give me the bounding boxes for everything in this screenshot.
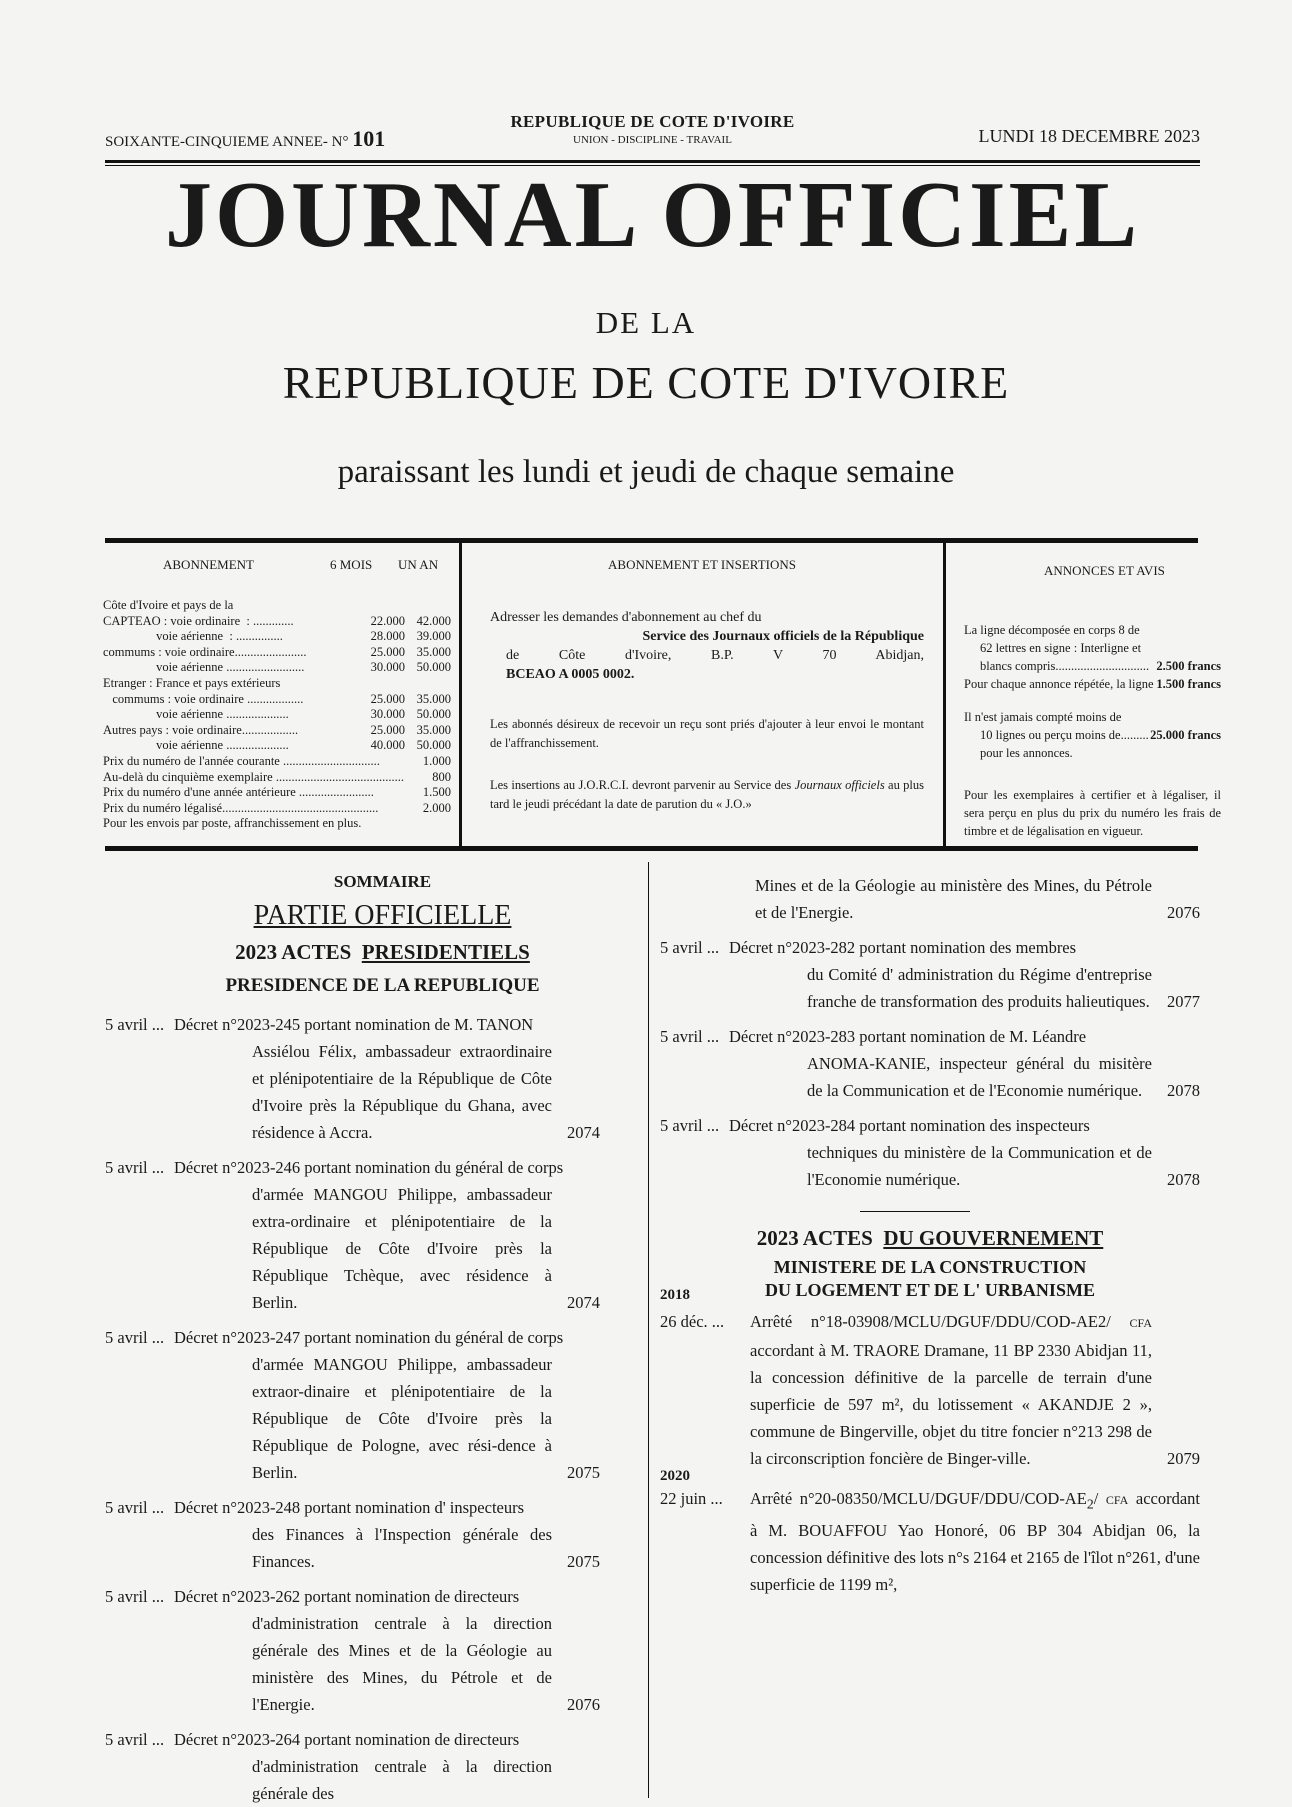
sommaire-right-column xyxy=(660,872,1200,1598)
one-year-header: UN AN xyxy=(398,557,439,572)
annonces-price: 1.500 francs xyxy=(1156,677,1221,691)
annonces-text: La ligne décomposée en corps 8 de xyxy=(964,623,1140,637)
rate-label: voie aérienne : ............... xyxy=(103,629,283,644)
insertions-deadline-note xyxy=(490,776,924,814)
entry-date: 5 avril ... xyxy=(105,1015,165,1034)
rates-table xyxy=(103,598,453,832)
actes-presidentiels-heading xyxy=(165,940,600,965)
entry-page: 2079 xyxy=(1167,1449,1200,1468)
rate-six-months: 25.000 xyxy=(370,691,405,706)
entry-date: 5 avril ... xyxy=(660,1116,720,1135)
sommaire-entry xyxy=(105,1011,600,1146)
entry-date: 5 avril ... xyxy=(660,938,720,957)
sommaire-entry xyxy=(105,1154,600,1316)
insertions-column xyxy=(459,543,942,846)
rate-row xyxy=(103,801,453,817)
entry-text-block xyxy=(174,1154,564,1316)
entry-first-line: Décret n°2023-245 portant nomination de M. TANON xyxy=(174,1015,534,1034)
entry-page: 2075 xyxy=(567,1552,600,1571)
entry-text-block xyxy=(174,1726,552,1807)
entry-page: 2075 xyxy=(567,1463,600,1482)
rate-row xyxy=(103,676,453,692)
rate-label: Au-delà du cinquième exemplaire ......................................... xyxy=(103,769,404,784)
entry-text: d'armée MANGOU Philippe, ambassadeur extra-ordinaire et plénipotentiaire de la République de Côte d'Ivoire près la République Tchèque, avec résidence à Berlin. xyxy=(252,1185,552,1312)
entry-text-block xyxy=(174,1011,552,1146)
entry-text: des Finances à l'Inspection générale des Finances. xyxy=(252,1525,552,1571)
rate-label: Pour les envois par poste, affranchissement en plus. xyxy=(103,816,362,831)
rate-row xyxy=(103,738,453,754)
sommaire-entry xyxy=(105,1726,600,1807)
actes-year: 2023 ACTES xyxy=(235,940,352,964)
entry-date: 5 avril ... xyxy=(105,1328,165,1347)
rate-row xyxy=(103,723,453,739)
annonces-line-price xyxy=(964,621,1221,693)
right-entries-list xyxy=(660,934,1200,1193)
annonces-price: 25.000 francs xyxy=(1150,728,1221,742)
rate-one-year: 35.000 xyxy=(416,722,451,737)
entry-text: / xyxy=(1093,1489,1099,1508)
masthead-republic: REPUBLIQUE DE COTE D'IVOIRE xyxy=(282,357,1010,408)
annonces-text: blancs compris.............................. xyxy=(980,659,1150,673)
rate-one-year: 1.000 xyxy=(422,753,451,768)
national-motto: UNION - DISCIPLINE - TRAVAIL xyxy=(573,134,732,146)
rate-label: Prix du numéro légalisé.................................................. xyxy=(103,800,379,815)
deadline-text: Les insertions au J.O.R.C.I. devront parvenir au Service des xyxy=(490,778,792,792)
rate-row xyxy=(103,660,453,676)
ministere-heading-2: DU LOGEMENT ET DE L' URBANISME xyxy=(765,1280,1095,1300)
annonces-text: Pour chaque annonce répétée, la ligne xyxy=(964,677,1154,691)
entry-text: d'administration centrale à la direction générale des xyxy=(252,1757,552,1803)
six-months-header: 6 MOIS xyxy=(330,557,373,572)
rate-label: voie aérienne ......................... xyxy=(103,660,305,675)
entry-text-block xyxy=(729,934,1152,1015)
entry-page: 2074 xyxy=(567,1123,600,1142)
left-entries-list xyxy=(105,1011,600,1807)
year-2020: 2020 xyxy=(660,1468,690,1484)
deadline-text: au plus tard le jeudi précédant la date de parution du « J.O.» xyxy=(490,778,925,811)
rate-six-months: 28.000 xyxy=(370,629,405,644)
entry-first-line: Décret n°2023-248 portant nomination d' inspecteurs xyxy=(174,1498,525,1517)
entry-page: 2076 xyxy=(1167,903,1200,922)
rate-one-year: 42.000 xyxy=(416,613,451,628)
rate-label: commums : voie ordinaire .................. xyxy=(103,691,304,706)
abonnement-header: ABONNEMENT xyxy=(163,557,254,572)
entry-text: Mines et de la Géologie au ministère des Mines, du Pétrole et de l'Energie. xyxy=(755,876,1152,922)
entry-text-block xyxy=(174,1583,552,1718)
rate-one-year: 39.000 xyxy=(416,629,451,644)
actes-type: DU GOUVERNEMENT xyxy=(883,1226,1104,1250)
sommaire-entry xyxy=(660,1023,1200,1104)
rate-one-year: 50.000 xyxy=(416,660,451,675)
rate-six-months: 40.000 xyxy=(370,738,405,753)
rate-one-year: 50.000 xyxy=(416,738,451,753)
abonnement-column xyxy=(105,543,457,846)
rate-label: Etranger : France et pays extérieurs xyxy=(103,675,281,690)
rate-row xyxy=(103,645,453,661)
insertions-receipt-note: Les abonnés désireux de recevoir un reçu sont priés d'ajouter à leur envoi le montant de l'affranchissement. xyxy=(490,717,924,750)
entry-text: Assiélou Félix, ambassadeur extraordinaire et plénipotentiaire de la République de Côte d'Ivoire près la République du Ghana, avec résidence à Accra. xyxy=(252,1042,552,1142)
insertions-header: ABONNEMENT ET INSERTIONS xyxy=(608,557,796,572)
rate-label: Prix du numéro d'une année antérieure ........................ xyxy=(103,785,374,800)
entry-page: 2077 xyxy=(1167,992,1200,1011)
annonces-text: 62 lettres en signe : Interligne et xyxy=(980,641,1142,655)
entry-date: 5 avril ... xyxy=(105,1587,165,1606)
rate-label: Côte d'Ivoire et pays de la xyxy=(103,598,234,612)
rate-label: voie aérienne .................... xyxy=(103,707,289,722)
entry-text: d'armée MANGOU Philippe, ambassadeur extraor-dinaire et plénipotentiaire de la République de Côte d'Ivoire près la République de Pologne, avec rési-dence à Berlin. xyxy=(252,1355,552,1482)
rate-row xyxy=(103,816,453,832)
rate-row xyxy=(103,785,453,801)
entry-first-line: Décret n°2023-246 portant nomination du général de corps xyxy=(174,1158,564,1177)
entry-subscript: 2 xyxy=(1086,1496,1094,1512)
entry-date: 26 déc. ... xyxy=(660,1312,725,1331)
annonces-text: pour les annonces. xyxy=(980,746,1073,760)
rate-row xyxy=(103,598,453,614)
entry-text-block xyxy=(750,1485,1200,1598)
rate-row xyxy=(103,707,453,723)
entry-first-line: Décret n°2023-247 portant nomination du général de corps xyxy=(174,1328,564,1347)
issue-date: LUNDI 18 DECEMBRE 2023 xyxy=(978,126,1200,146)
rate-one-year: 35.000 xyxy=(416,644,451,659)
rate-row xyxy=(103,614,453,630)
entry-first-line: Décret n°2023-284 portant nomination des inspecteurs xyxy=(729,1116,1090,1135)
insertions-address-line: Adresser les demandes d'abonnement au chef du xyxy=(490,610,762,625)
deadline-journaux: Journaux officiels xyxy=(794,778,885,792)
entry-text: techniques du ministère de la Communication et de l'Economie numérique. xyxy=(807,1143,1152,1189)
entry-date: 5 avril ... xyxy=(105,1158,165,1177)
entry-text-block xyxy=(174,1494,552,1575)
insertions-service-name: Service des Journaux officiels de la République xyxy=(642,629,924,644)
arrete-2018-entry xyxy=(660,1308,1200,1472)
entry-page: 2078 xyxy=(1167,1081,1200,1100)
entry-date: 5 avril ... xyxy=(105,1730,165,1749)
sommaire-entry xyxy=(105,1583,600,1718)
annonces-column xyxy=(943,543,1221,846)
sommaire-title: SOMMAIRE xyxy=(333,872,432,891)
rate-six-months: 25.000 xyxy=(370,644,405,659)
rate-one-year: 2.000 xyxy=(422,800,451,815)
actes-year: 2023 ACTES xyxy=(756,1226,873,1250)
ministere-heading-1: MINISTERE DE LA CONSTRUCTION xyxy=(773,1257,1087,1277)
rate-label: Autres pays : voie ordinaire.................. xyxy=(103,722,299,737)
entry-date: 22 juin ... xyxy=(660,1489,723,1508)
rate-label: commums : voie ordinaire....................... xyxy=(103,644,307,659)
entry-cfa: CFA xyxy=(1129,1316,1152,1330)
rate-label: voie aérienne .................... xyxy=(103,738,289,753)
entry-text: accordant à M. BOUAFFOU Yao Honoré, 06 BP 304 Abidjan 06, la concession définitive des lots n°s 2164 et 2165 de l'îlot n°261, d'une superficie de 1199 m², xyxy=(750,1489,1201,1595)
presidence-heading: PRESIDENCE DE LA REPUBLIQUE xyxy=(225,975,540,996)
entry-first-line: Décret n°2023-262 portant nomination de directeurs xyxy=(174,1587,520,1606)
rate-label: Prix du numéro de l'année courante ............................... xyxy=(103,753,380,768)
insertions-address xyxy=(490,608,924,684)
entry-first-line: Décret n°2023-282 portant nomination des membres xyxy=(729,938,1077,957)
entry-date: 5 avril ... xyxy=(660,1027,720,1046)
rate-one-year: 800 xyxy=(432,769,451,784)
entry-first-line: Décret n°2023-264 portant nomination de directeurs xyxy=(174,1730,520,1749)
rate-six-months: 30.000 xyxy=(370,707,405,722)
annonces-header: ANNONCES ET AVIS xyxy=(1044,563,1165,578)
entry-text: du Comité d' administration du Régime d'entreprise franche de transformation des produits halieutiques. xyxy=(807,965,1152,1011)
header-top-line xyxy=(105,112,1200,152)
entry-text-block xyxy=(729,1023,1152,1104)
entry-page: 2076 xyxy=(567,1695,600,1714)
entry-page: 2078 xyxy=(1167,1170,1200,1189)
rate-row xyxy=(103,770,453,786)
insertions-bank-ref: BCEAO A 0005 0002. xyxy=(506,667,635,682)
entry-text: accordant à M. TRAORE Dramane, 11 BP 2330 Abidjan 11, la concession définitive de la parcelle de terrain d'une superficie de 597 m², du lotissement « AKANDJE 2 », commune de Bingerville, objet du titre foncier n°213 298 de la circonscription foncière de Binger-ville. xyxy=(750,1341,1152,1468)
insertions-address-line: de Côte d'Ivoire, B.P. V 70 Abidjan, xyxy=(506,648,924,663)
entry-text: Arrêté n°18-03908/MCLU/DGUF/DDU/COD-AE2/ xyxy=(750,1312,1111,1331)
rate-label: CAPTEAO : voie ordinaire : ............. xyxy=(103,613,294,628)
column-divider xyxy=(648,862,649,1798)
rate-one-year: 50.000 xyxy=(416,707,451,722)
sommaire-entry xyxy=(105,1324,600,1486)
sommaire-entry xyxy=(105,1494,600,1575)
sommaire-entry xyxy=(660,934,1200,1015)
entry-text: Arrêté n°20-08350/MCLU/DGUF/DDU/COD-AE xyxy=(750,1489,1087,1508)
rate-row xyxy=(103,629,453,645)
entry-text: ANOMA-KANIE, inspecteur général du misitère de la Communication et de l'Economie numérique. xyxy=(807,1054,1152,1100)
masthead-de-la: DE LA xyxy=(595,305,697,340)
rate-one-year: 35.000 xyxy=(416,691,451,706)
rate-one-year: 1.500 xyxy=(422,785,451,800)
annonces-text: Il n'est jamais compté moins de xyxy=(964,710,1122,724)
entry-cfa: CFA xyxy=(1105,1493,1129,1507)
rate-six-months: 30.000 xyxy=(370,660,405,675)
issue-number: SOIXANTE-CINQUIEME ANNEE- N° 101 xyxy=(105,126,386,151)
entry-page: 2074 xyxy=(567,1293,600,1312)
entry-text-block xyxy=(729,1112,1152,1193)
masthead-title: JOURNAL OFFICIEL xyxy=(164,163,1141,267)
entry-first-line: Décret n°2023-283 portant nomination de M. Léandre xyxy=(729,1027,1087,1046)
actes-gouvernement-heading xyxy=(660,1226,1200,1251)
rate-row xyxy=(103,692,453,708)
actes-type: PRESIDENTIELS xyxy=(361,940,530,964)
entry-date: 5 avril ... xyxy=(105,1498,165,1517)
annonces-minimum xyxy=(964,708,1221,762)
subscription-box xyxy=(103,538,1221,851)
rate-six-months: 22.000 xyxy=(370,613,405,628)
sommaire-left-column xyxy=(105,872,600,1807)
annonces-text: 10 lignes ou perçu moins de......... xyxy=(980,728,1149,742)
section-separator xyxy=(860,1211,970,1212)
sommaire-entry xyxy=(660,1112,1200,1193)
year-2018: 2018 xyxy=(660,1287,690,1303)
entry-text-block xyxy=(750,1308,1152,1472)
partie-officielle: PARTIE OFFICIELLE xyxy=(253,900,512,931)
publication-frequency: paraissant les lundi et jeudi de chaque semaine xyxy=(337,454,955,490)
republic-top-title: REPUBLIQUE DE COTE D'IVOIRE xyxy=(510,112,795,131)
annonces-price: 2.500 francs xyxy=(1156,659,1221,673)
rate-six-months: 25.000 xyxy=(370,722,405,737)
arrete-2020-entry xyxy=(660,1485,1200,1598)
continued-entry xyxy=(660,872,1200,926)
entry-text: d'administration centrale à la direction générale des Mines et de la Géologie au ministère des Mines, du Pétrole et de l'Energie. xyxy=(252,1614,552,1714)
entry-text-block xyxy=(174,1324,564,1486)
annonces-legalisation: Pour les exemplaires à certifier et à légaliser, il sera perçu en plus du prix du numéro les frais de timbre et de légalisation en vigueur. xyxy=(964,788,1221,838)
rate-row xyxy=(103,754,453,770)
